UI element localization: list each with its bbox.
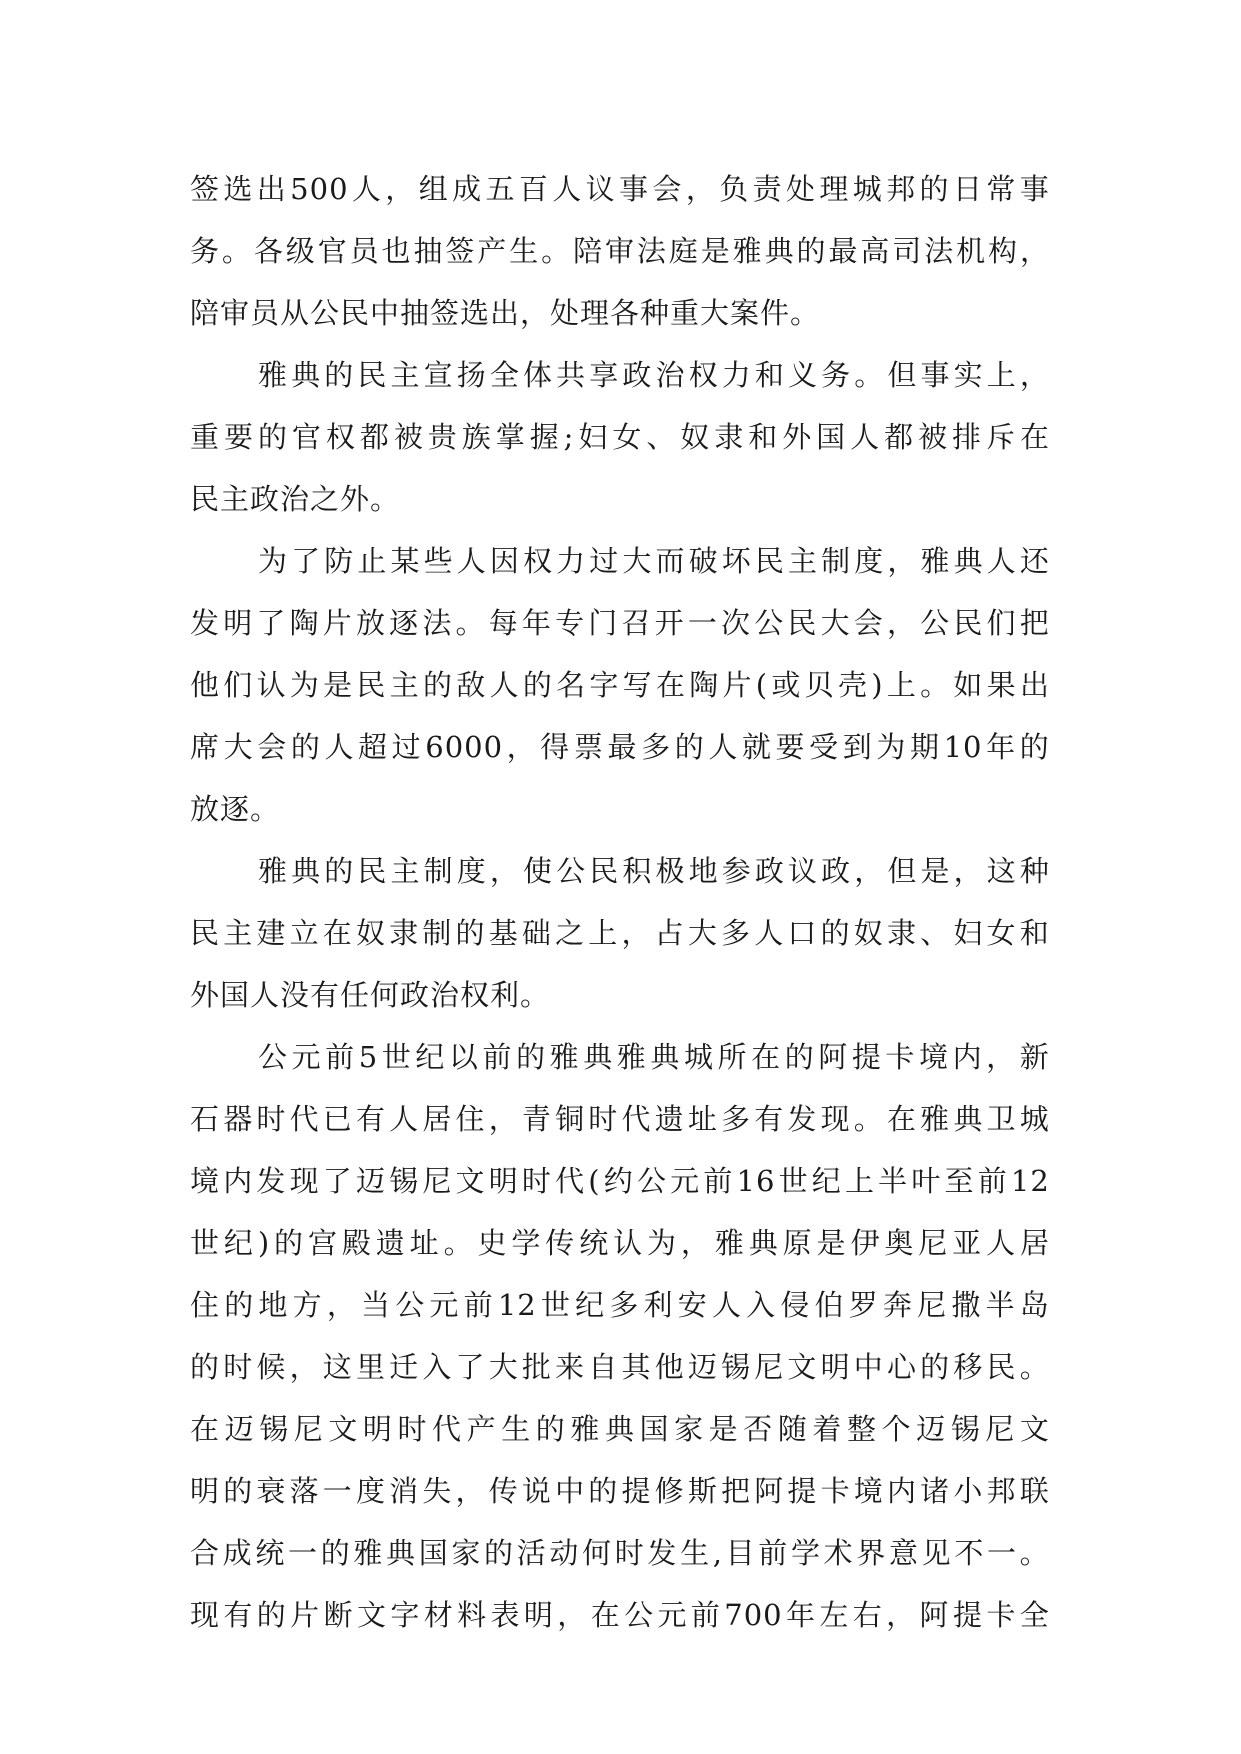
text-line: 的 时 候 ， 这 里 迁 入 了 大 批 来 自 其 他 迈 锡 尼 文 明 中 心 的 移 民 。 bbox=[190, 1350, 1050, 1384]
text-line: 民主政治之外。 bbox=[190, 482, 401, 516]
text-line: 为 了 防 止 某 些 人 因 权 力 过 大 而 破 坏 民 主 制 度 ， 雅 典 人 还 bbox=[258, 544, 1050, 578]
text-line: 雅 典 的 民 主 制 度 ， 使 公 民 积 极 地 参 政 议 政 ， 但 是 ， 这 种 bbox=[258, 854, 1050, 888]
text-line: 发 明 了 陶 片 放 逐 法 。 每 年 专 门 召 开 一 次 公 民 大 会 ， 公 民 们 把 bbox=[190, 606, 1050, 640]
text-line: 公 元 前 5 世 纪 以 前 的 雅 典 雅 典 城 所 在 的 阿 提 卡 境 内 ， 新 bbox=[258, 1040, 1050, 1074]
text-line: 重 要 的 官 权 都 被 贵 族 掌 握 ; 妇 女 、 奴 隶 和 外 国 人 都 被 排 斥 在 bbox=[190, 420, 1050, 454]
text-line: 现 有 的 片 断 文 字 材 料 表 明 ， 在 公 元 前 700 年 左 右 ， 阿 提 卡 全 bbox=[190, 1598, 1050, 1632]
text-line: 雅 典 的 民 主 宣 扬 全 体 共 享 政 治 权 力 和 义 务 。 但 事 实 上 ， bbox=[258, 358, 1050, 392]
text-line: 境 内 发 现 了 迈 锡 尼 文 明 时 代 ( 约 公 元 前 16 世 纪 上 半 叶 至 前 12 bbox=[190, 1164, 1050, 1198]
text-line: 合 成 统 一 的 雅 典 国 家 的 活 动 何 时 发 生 , 目 前 学 术 界 意 见 不 一 。 bbox=[190, 1536, 1050, 1570]
text-line: 民 主 建 立 在 奴 隶 制 的 基 础 之 上 ， 占 大 多 人 口 的 奴 隶 、 妇 女 和 bbox=[190, 916, 1050, 950]
text-line: 签 选 出 500 人 ， 组 成 五 百 人 议 事 会 ， 负 责 处 理 城 邦 的 日 常 事 bbox=[190, 172, 1050, 206]
text-line: 世 纪 ) 的 宫 殿 遗 址 。 史 学 传 统 认 为 ， 雅 典 原 是 伊 奥 尼 亚 人 居 bbox=[190, 1226, 1050, 1260]
document-body bbox=[190, 158, 1050, 1646]
text-line: 明 的 衰 落 一 度 消 失 ， 传 说 中 的 提 修 斯 把 阿 提 卡 境 内 诸 小 邦 联 bbox=[190, 1474, 1050, 1508]
text-line: 外国人没有任何政治权利。 bbox=[190, 978, 551, 1012]
text-line: 住 的 地 方 ， 当 公 元 前 12 世 纪 多 利 安 人 入 侵 伯 罗 奔 尼 撒 半 岛 bbox=[190, 1288, 1050, 1322]
text-line: 陪审员从公民中抽签选出，处理各种重大案件。 bbox=[190, 296, 821, 330]
text-line: 放逐。 bbox=[190, 792, 281, 826]
text-line: 务 。 各 级 官 员 也 抽 签 产 生 。 陪 审 法 庭 是 雅 典 的 最 高 司 法 机 构 ， bbox=[190, 234, 1050, 268]
text-line: 石 器 时 代 已 有 人 居 住 ， 青 铜 时 代 遗 址 多 有 发 现 。 在 雅 典 卫 城 bbox=[190, 1102, 1050, 1136]
text-line: 他 们 认 为 是 民 主 的 敌 人 的 名 字 写 在 陶 片 ( 或 贝 壳 ) 上 。 如 果 出 bbox=[190, 668, 1050, 702]
text-line: 席 大 会 的 人 超 过 6000 ， 得 票 最 多 的 人 就 要 受 到 为 期 10 年 的 bbox=[190, 730, 1050, 764]
text-line: 在 迈 锡 尼 文 明 时 代 产 生 的 雅 典 国 家 是 否 随 着 整 个 迈 锡 尼 文 bbox=[190, 1412, 1050, 1446]
